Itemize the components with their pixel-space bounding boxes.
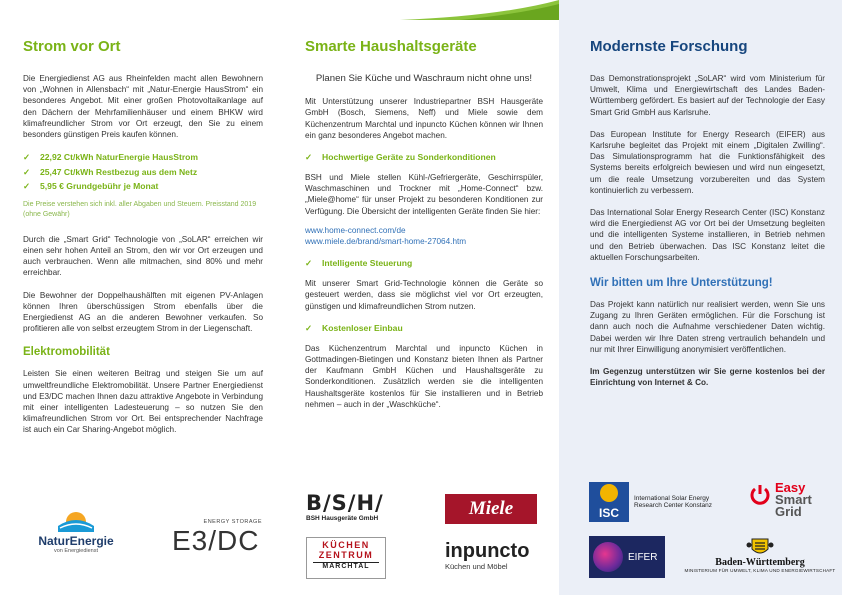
solar-project-paragraph: Das Demonstrationsprojekt „SoLAR“ wird vom Ministerium für Umwelt, Klima und Energiewirtschaft des Landes Baden-Württemberg gefördert. Es basiert auf der Technologie der Easy Smart Grid GmbH aus Karlsruhe.: [590, 74, 825, 117]
lead-sentence: Planen Sie Küche und Waschraum nicht ohne uns!: [315, 73, 533, 84]
steuerung-paragraph: Mit unserer Smart Grid-Technologie können die Geräte so gesteuert werden, dass sie möglichst viel vor Ort erzeugten, günstigen und klimafreundlichen Strom nutzen.: [305, 279, 543, 311]
kuechenzentrum-logo: [306, 537, 386, 579]
isc-text: [634, 495, 712, 509]
isc-line2: Research Center Konstanz: [634, 502, 713, 509]
esg-line3: Grid: [775, 504, 802, 519]
emobility-paragraph: Leisten Sie einen weiteren Beitrag und steigen Sie um auf umweltfreundliche Elektromobilität. Unsere Partner Energiedienst und E3/DC machen Ihnen dazu attraktive Angebote in Verbindung mit einer intelligenten Ladesteuerung – so nutzen Sie den klimafreundlichen Strom vor Ort. Bei entsprechender Nachfrage ist auch ein Car Sharing-Angebot möglich.: [23, 369, 263, 435]
esg-line2: Smart: [775, 492, 812, 507]
price-list: [23, 150, 263, 194]
price-item: ✓ 5,95 € Grundgebühr je Monat: [23, 179, 263, 194]
bw-name: Baden-Württemberg: [715, 557, 805, 568]
bsh-logo: [306, 491, 406, 522]
eifer-globe-icon: [593, 542, 623, 572]
inpuncto-sub: Küchen und Möbel: [445, 562, 508, 571]
subheading-steuerung: ✓ Intelligente Steuerung: [305, 258, 413, 269]
support-offer-paragraph: Im Gegenzug unterstützen wir Sie gerne kostenlos bei der Einrichtung von Internet & Co.: [590, 367, 825, 388]
column-strom-vor-ort: [0, 0, 280, 595]
checkmark-icon: ✓: [305, 258, 313, 269]
isc-line1: International Solar Energy: [634, 495, 710, 502]
subheading-geraete: ✓ Hochwertige Geräte zu Sonderkonditionen: [305, 152, 496, 163]
price-item: ✓ 25,47 Ct/kWh Restbezug aus dem Netz: [23, 165, 263, 180]
naturenergie-name: NaturEnergie: [38, 534, 114, 548]
bw-ministry: MINISTERIUM FÜR UMWELT, KLIMA UND ENERGIEWIRTSCHAFT: [684, 568, 836, 573]
price-note: Die Preise verstehen sich inkl. aller Abgaben und Steuern. Preisstand 2019 (ohne Gewähr): [23, 200, 257, 218]
isc-sun-icon: [600, 484, 618, 502]
section-subtitle-unterstuetzung: Wir bitten um Ihre Unterstützung!: [590, 277, 773, 290]
power-icon: [749, 484, 771, 506]
bsh-wordmark: B/S/H/: [306, 491, 384, 515]
e3dc-tagline: ENERGY STORAGE: [203, 519, 262, 525]
isc-mark: [589, 482, 629, 522]
section-subtitle-elektromobilitaet: Elektromobilität: [23, 346, 110, 359]
link-miele-smart-home[interactable]: www.miele.de/brand/smart-home-27064.htm: [305, 237, 467, 247]
kz-line2: ZENTRUM: [318, 550, 374, 560]
inpuncto-logo: [445, 540, 545, 571]
esg-text: [775, 482, 812, 518]
eifer-wordmark: EIFER: [628, 551, 658, 563]
isc-abbr: ISC: [598, 506, 619, 520]
miele-logo: [445, 494, 537, 524]
checkmark-icon: ✓: [305, 152, 313, 163]
subheading-einbau: ✓ Kostenloser Einbau: [305, 322, 403, 333]
naturenergie-sub: von Energiedienst: [53, 548, 99, 554]
bsh-sub: BSH Hausgeräte GmbH: [306, 515, 379, 522]
price-item: ✓ 22,92 Ct/kWh NaturEnergie HausStrom: [23, 150, 263, 165]
kz-line3: MARCHTAL: [313, 562, 379, 570]
naturenergie-logo: [30, 508, 122, 568]
easy-smart-grid-logo: [749, 482, 819, 532]
smart-grid-paragraph: Durch die „Smart Grid“ Technologie von „SoLAR“ erreichen wir einen sehr hohen Anteil an Strom, den wir vor Ort erzeugen und auch verbrauchen. Wenn alle mitmachen, sind 80% und mehr erreichbar.: [23, 234, 263, 278]
naturenergie-sun-icon: [56, 508, 96, 532]
checkmark-icon: ✓: [305, 322, 313, 333]
miele-wordmark: Miele: [468, 498, 514, 519]
support-paragraph: Das Projekt kann natürlich nur realisiert werden, wenn Sie uns Zugang zu Ihren Geräten ermöglichen. Für die Forschung ist dann auch noch die Aufnahme verschiedener Daten wichtig. Dabei werden wir Ihre Daten streng vertraulich behandeln und nur mit Ihrer Einwilligung anonymisiert veröffentlichen.: [590, 300, 825, 354]
geraete-paragraph: BSH und Miele stellen Kühl-/Gefriergeräte, Geschirrspüler, Waschmaschinen und Trockner mit „Home-Connect“ bzw. „Miele@home“ für unser Projekt zu besonderen Konditionen zur Verfügung. Die Übersicht der intelligenten Geräte finden Sie hier:: [305, 173, 543, 216]
section-title-strom: Strom vor Ort: [23, 38, 121, 55]
e3dc-name: E3/DC: [172, 525, 260, 556]
einbau-paragraph: Das Küchenzentrum Marchtal und inpuncto Küchen in Gottmadingen-Bietingen und Konstanz bieten Ihnen als Partner der Kaufmann GmbH Küchen und Haushaltsgeräte zu Sonderkonditionen. Zusätzlich werden sie die intelligenten Haushaltsgeräte kostenlos für Sie installieren und in Betrieb nehmen – auch in der „Waschküche“.: [305, 343, 543, 409]
kz-line1: KÜCHEN: [322, 540, 370, 550]
isc-paragraph: Das International Solar Energy Research Center (ISC) Konstanz wird die Energiedienst AG vor Ort bei der Umsetzung begleiten und die intelligenten Systeme installieren, in Betrieb nehmen und den Betrieb überwachen. Das ISC Konstanz leitet die aktuellen Forschungsarbeiten.: [590, 208, 825, 262]
checkmark-icon: ✓: [23, 181, 31, 192]
partners-paragraph: Mit Unterstützung unserer Industriepartner BSH Hausgeräte GmbH (Bosch, Siemens, Neff) und Miele sowie dem Küchenzentrum Marchtal und inpuncto Küchen können wir Ihnen ein ganz besonderes Angebot machen.: [305, 97, 543, 140]
e3dc-logo: [172, 519, 262, 569]
intro-paragraph: Die Energiedienst AG aus Rheinfelden macht allen Bewohnern von „Wohnen in Allensbach“ mit „Natur-Energie HausStrom“ ein besonderes Angebot. Mit einer großen Photovoltaikanlage auf den Dächern der Mehrfamilienhäuser und einem BHKW wird klimafreundlicher Strom vor Ort erzeugt, den Sie zu einem besonders günstigen Preis kaufen können.: [23, 74, 263, 140]
eifer-logo: [589, 536, 665, 578]
checkmark-icon: ✓: [23, 152, 31, 163]
eifer-paragraph: Das European Institute for Energy Research (EIFER) aus Karlsruhe begleitet das Projekt mit einem „Digitalen Zwilling“. Das Simulationsprogramm hat die Funktionsfähigkeit des Systems bereits erfolgreich bewiesen und wird nun eingesetzt, um die reale Umsetzung vorzubereiten und das System kontinuierlich zu verbessern.: [590, 129, 825, 195]
inpuncto-wordmark: inpuncto: [445, 540, 530, 562]
isc-logo: [589, 481, 729, 523]
checkmark-icon: ✓: [23, 166, 31, 177]
pv-paragraph: Die Bewohner der Doppelhaushälften mit eigenen PV-Anlagen können Ihren überschüssigen Strom ebenfalls über die Energiedienst AG an die anderen Bewohner verkaufen. So profitieren alle von selbst erzeugtem Strom in der Liegenschaft.: [23, 290, 263, 334]
baden-wuerttemberg-logo: [684, 535, 836, 573]
coat-of-arms-icon: [746, 535, 774, 557]
section-title-forschung: Modernste Forschung: [590, 38, 748, 55]
link-home-connect[interactable]: www.home-connect.com/de: [305, 225, 406, 235]
esg-line1: Easy: [775, 480, 806, 495]
section-title-haushaltsgeraete: Smarte Haushaltsgeräte: [305, 38, 477, 55]
